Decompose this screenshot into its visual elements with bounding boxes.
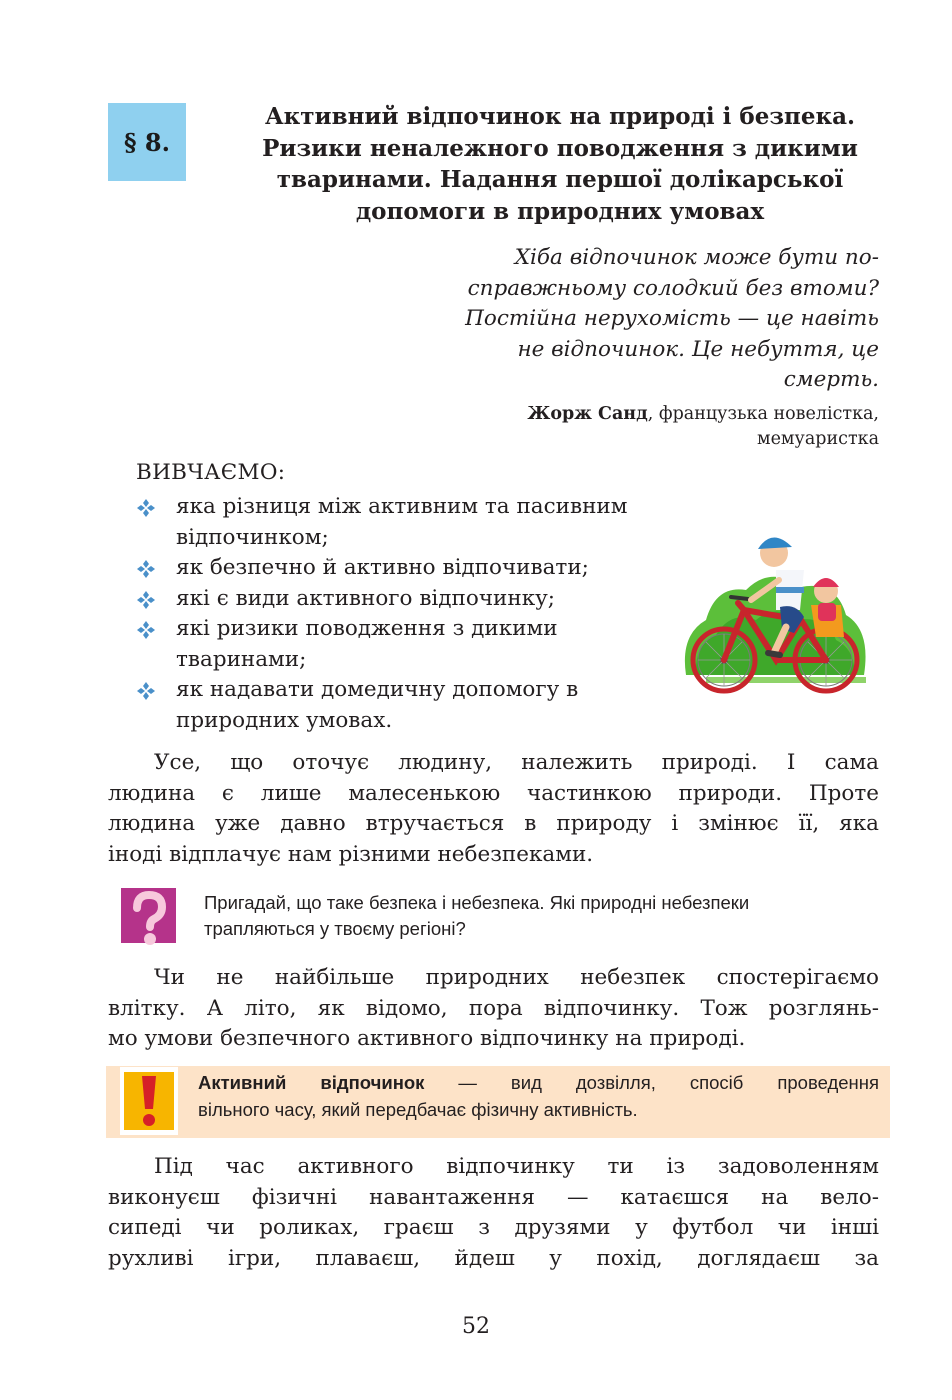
diamond-bullet-icon bbox=[136, 498, 156, 518]
epigraph-line: справжньому солодкий без втоми? bbox=[467, 275, 879, 301]
list-item bbox=[136, 553, 706, 584]
definition-term: Активний відпочинок bbox=[198, 1072, 425, 1093]
list-item-text: природних умовах. bbox=[176, 707, 393, 733]
epigraph-line: не відпочинок. Це небуття, це bbox=[517, 336, 879, 362]
question-text bbox=[204, 890, 884, 942]
title-line: тваринами. Надання першої долікарської bbox=[276, 166, 844, 193]
section-badge: § 8. bbox=[108, 103, 186, 181]
question-line: трапляються у твоєму регіоні? bbox=[204, 918, 466, 939]
diamond-bullet-icon bbox=[136, 559, 156, 579]
author-desc-2: мемуаристка bbox=[756, 429, 879, 449]
diamond-bullet-icon bbox=[136, 590, 156, 610]
list-item-text: які є види активного відпочинку; bbox=[176, 585, 556, 611]
author-desc: , французька новелістка, bbox=[647, 404, 879, 424]
title-line: допомоги в природних умовах bbox=[355, 197, 765, 225]
diamond-bullet-icon bbox=[136, 620, 156, 640]
paragraph-line: людина є лише малесенькою частинкою природи. Проте bbox=[108, 780, 879, 806]
epigraph-line: Постійна нерухомість — це навіть bbox=[465, 306, 879, 331]
question-line: Пригадай, що таке безпека і небезпека. Які природні небезпеки bbox=[204, 892, 750, 913]
list-item bbox=[136, 584, 706, 615]
list-item bbox=[136, 492, 706, 553]
paragraph-line: рухливі ігри, плаваєш, йдеш у похід, доглядаєш за bbox=[108, 1245, 879, 1271]
paragraph-line: Під час активного відпочинку ти із задоволенням bbox=[154, 1154, 879, 1179]
list-item-text: які ризики поводження з дикими bbox=[176, 616, 558, 641]
paragraph-line: іноді відплачує нам різними небезпеками. bbox=[108, 841, 594, 867]
paragraph-line: Усе, що оточує людину, належить природі. І сама bbox=[154, 750, 879, 775]
list-item bbox=[136, 614, 706, 675]
definition-line: вільного часу, який передбачає фізичну активність. bbox=[198, 1099, 638, 1120]
definition-text bbox=[198, 1069, 879, 1123]
exclamation-icon bbox=[120, 1067, 178, 1135]
epigraph-line: Хіба відпочинок може бути по- bbox=[514, 245, 879, 270]
definition-rest: — вид дозвілля, спосіб проведення bbox=[424, 1072, 879, 1093]
paragraph-line: виконуєш фізичні навантаження — катаєшся на вело- bbox=[108, 1184, 879, 1210]
paragraph-line: Чи не найбільше природних небезпек спостерігаємо bbox=[154, 965, 879, 990]
page-number: 52 bbox=[462, 1314, 490, 1339]
paragraph-2 bbox=[108, 963, 879, 1055]
list-item bbox=[136, 675, 706, 736]
epigraph-line: смерть. bbox=[783, 367, 879, 392]
list-item-text: відпочинком; bbox=[176, 524, 329, 550]
question-mark-icon bbox=[121, 888, 176, 948]
paragraph-line: мо умови безпечного активного відпочинку на природі. bbox=[108, 1026, 746, 1051]
paragraph-line: людина уже давно втручається в природу і змінює її, яка bbox=[108, 811, 879, 836]
author-name: Жорж Санд bbox=[527, 404, 648, 424]
cyclist-illustration bbox=[676, 525, 874, 700]
paragraph-line: влітку. А літо, як відомо, пора відпочинку. Тож розглянь- bbox=[108, 995, 879, 1021]
study-heading: ВИВЧАЄМО: bbox=[136, 460, 286, 485]
list-item-text: як надавати домедичну допомогу в bbox=[176, 677, 579, 702]
list-item-text: тваринами; bbox=[176, 646, 307, 672]
study-list bbox=[136, 492, 706, 736]
epigraph bbox=[379, 243, 879, 396]
paragraph-line: сипеді чи роликах, граєш з друзями у футбол чи інші bbox=[108, 1215, 879, 1240]
list-item-text: яка різниця між активним та пасивним bbox=[176, 494, 628, 519]
list-item-text: як безпечно й активно відпочивати; bbox=[176, 555, 589, 580]
paragraph-3 bbox=[108, 1152, 879, 1274]
title-line: Активний відпочинок на природі і безпека. bbox=[264, 103, 856, 130]
epigraph-author bbox=[379, 402, 879, 452]
page-title bbox=[200, 101, 920, 227]
title-line: Ризики неналежного поводження з дикими bbox=[262, 134, 858, 162]
paragraph-1 bbox=[108, 748, 879, 870]
diamond-bullet-icon bbox=[136, 681, 156, 701]
